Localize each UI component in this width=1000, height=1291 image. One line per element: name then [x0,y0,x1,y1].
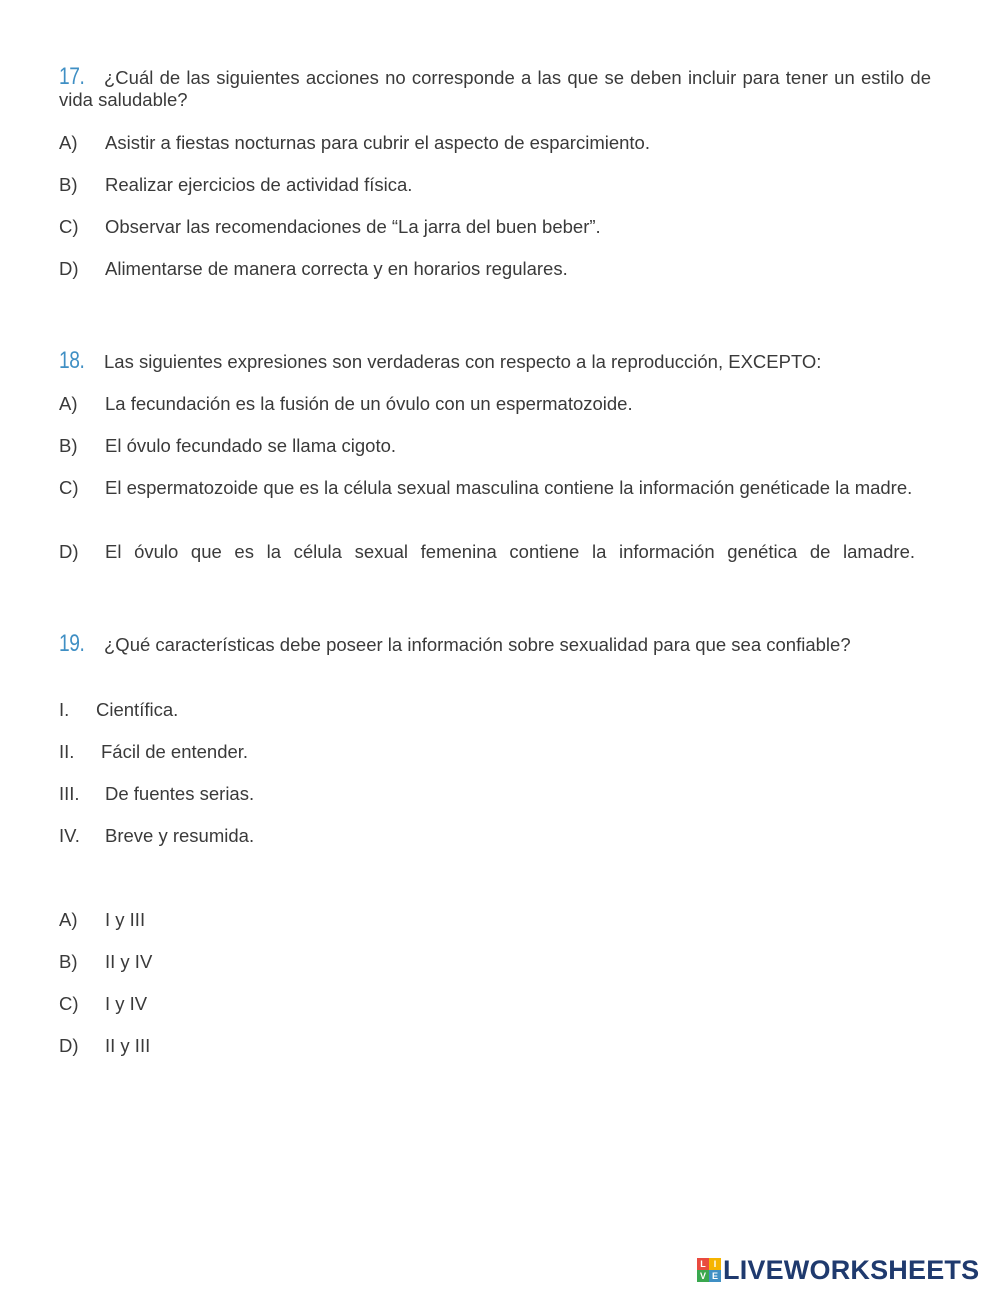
statement-text: Breve y resumida. [105,825,255,846]
option-label: B) [59,174,78,195]
question-17-stem [59,63,931,111]
option-text: El óvulo fecundado se llama cigoto. [105,435,397,456]
option-text: I y IV [105,993,148,1014]
logo-text: LIVEWORKSHEETS [723,1254,980,1285]
logo-tile-i: I [709,1258,721,1270]
option-label: B) [59,951,78,972]
question-19-option-b[interactable] [59,951,152,973]
question-number: 18. [59,347,85,374]
statement-label: III. [59,783,80,804]
option-text: La fecundación es la fusión de un óvulo con un espermatozoide. [105,393,633,414]
option-text: II y III [105,1035,151,1056]
question-19-statement-2 [59,741,248,763]
statement-label: I. [59,699,70,720]
logo-tile-e: E [709,1270,721,1282]
question-text: ¿Cuál de las siguientes acciones no corresponde a las que se deben incluir para tener un estilo de vida saludable? [59,67,931,110]
option-text: Observar las recomendaciones de “La jarra del buen beber”. [105,216,601,237]
question-19-option-c[interactable] [59,993,147,1015]
option-text: El espermatozoide que es la célula sexual masculina contiene la información genéticade la madre. [105,477,913,498]
statement-label: II. [59,741,75,762]
option-label: C) [59,216,79,237]
option-text: El óvulo que es la célula sexual femenina contiene la información genética de lamadre. [105,541,915,562]
question-18-option-c[interactable] [59,477,925,499]
option-text: Realizar ejercicios de actividad física. [105,174,413,195]
option-label: A) [59,132,78,153]
question-19-option-d[interactable] [59,1035,150,1057]
option-label: D) [59,1035,79,1056]
option-label: B) [59,435,78,456]
option-label: D) [59,541,79,562]
statement-label: IV. [59,825,80,846]
option-text: Asistir a fiestas nocturnas para cubrir el aspecto de esparcimiento. [105,132,650,153]
option-text: II y IV [105,951,153,972]
option-text: I y III [105,909,146,930]
question-text: ¿Qué características debe poseer la información sobre sexualidad para que sea confiable? [104,634,851,655]
question-17-option-d[interactable] [59,258,568,280]
question-19-statement-3 [59,783,254,805]
question-18-option-b[interactable] [59,435,396,457]
question-19-option-a[interactable] [59,909,145,931]
question-17-option-c[interactable] [59,216,601,238]
question-19-stem [59,630,893,657]
option-label: C) [59,993,79,1014]
question-19-statement-4 [59,825,254,847]
question-17-option-b[interactable] [59,174,412,196]
question-18-stem [59,347,822,374]
logo-tile-v: V [697,1270,709,1282]
option-text: Alimentarse de manera correcta y en horarios regulares. [105,258,568,279]
statement-text: Fácil de entender. [101,741,249,762]
statement-text: De fuentes serias. [105,783,255,804]
question-text: Las siguientes expresiones son verdaderas con respecto a la reproducción, EXCEPTO: [104,351,822,372]
option-label: A) [59,393,78,414]
question-18-option-a[interactable] [59,393,633,415]
liveworksheets-logo[interactable] [697,1254,980,1285]
question-number: 17. [59,63,85,90]
liveworksheets-logo-icon [697,1258,721,1282]
option-label: C) [59,477,79,498]
question-17-option-a[interactable] [59,132,650,154]
question-18-option-d[interactable] [59,541,915,563]
statement-text: Científica. [96,699,179,720]
option-label: D) [59,258,79,279]
question-number: 19. [59,630,85,657]
question-19-statement-1 [59,699,178,721]
logo-tile-l: L [697,1258,709,1270]
option-label: A) [59,909,78,930]
